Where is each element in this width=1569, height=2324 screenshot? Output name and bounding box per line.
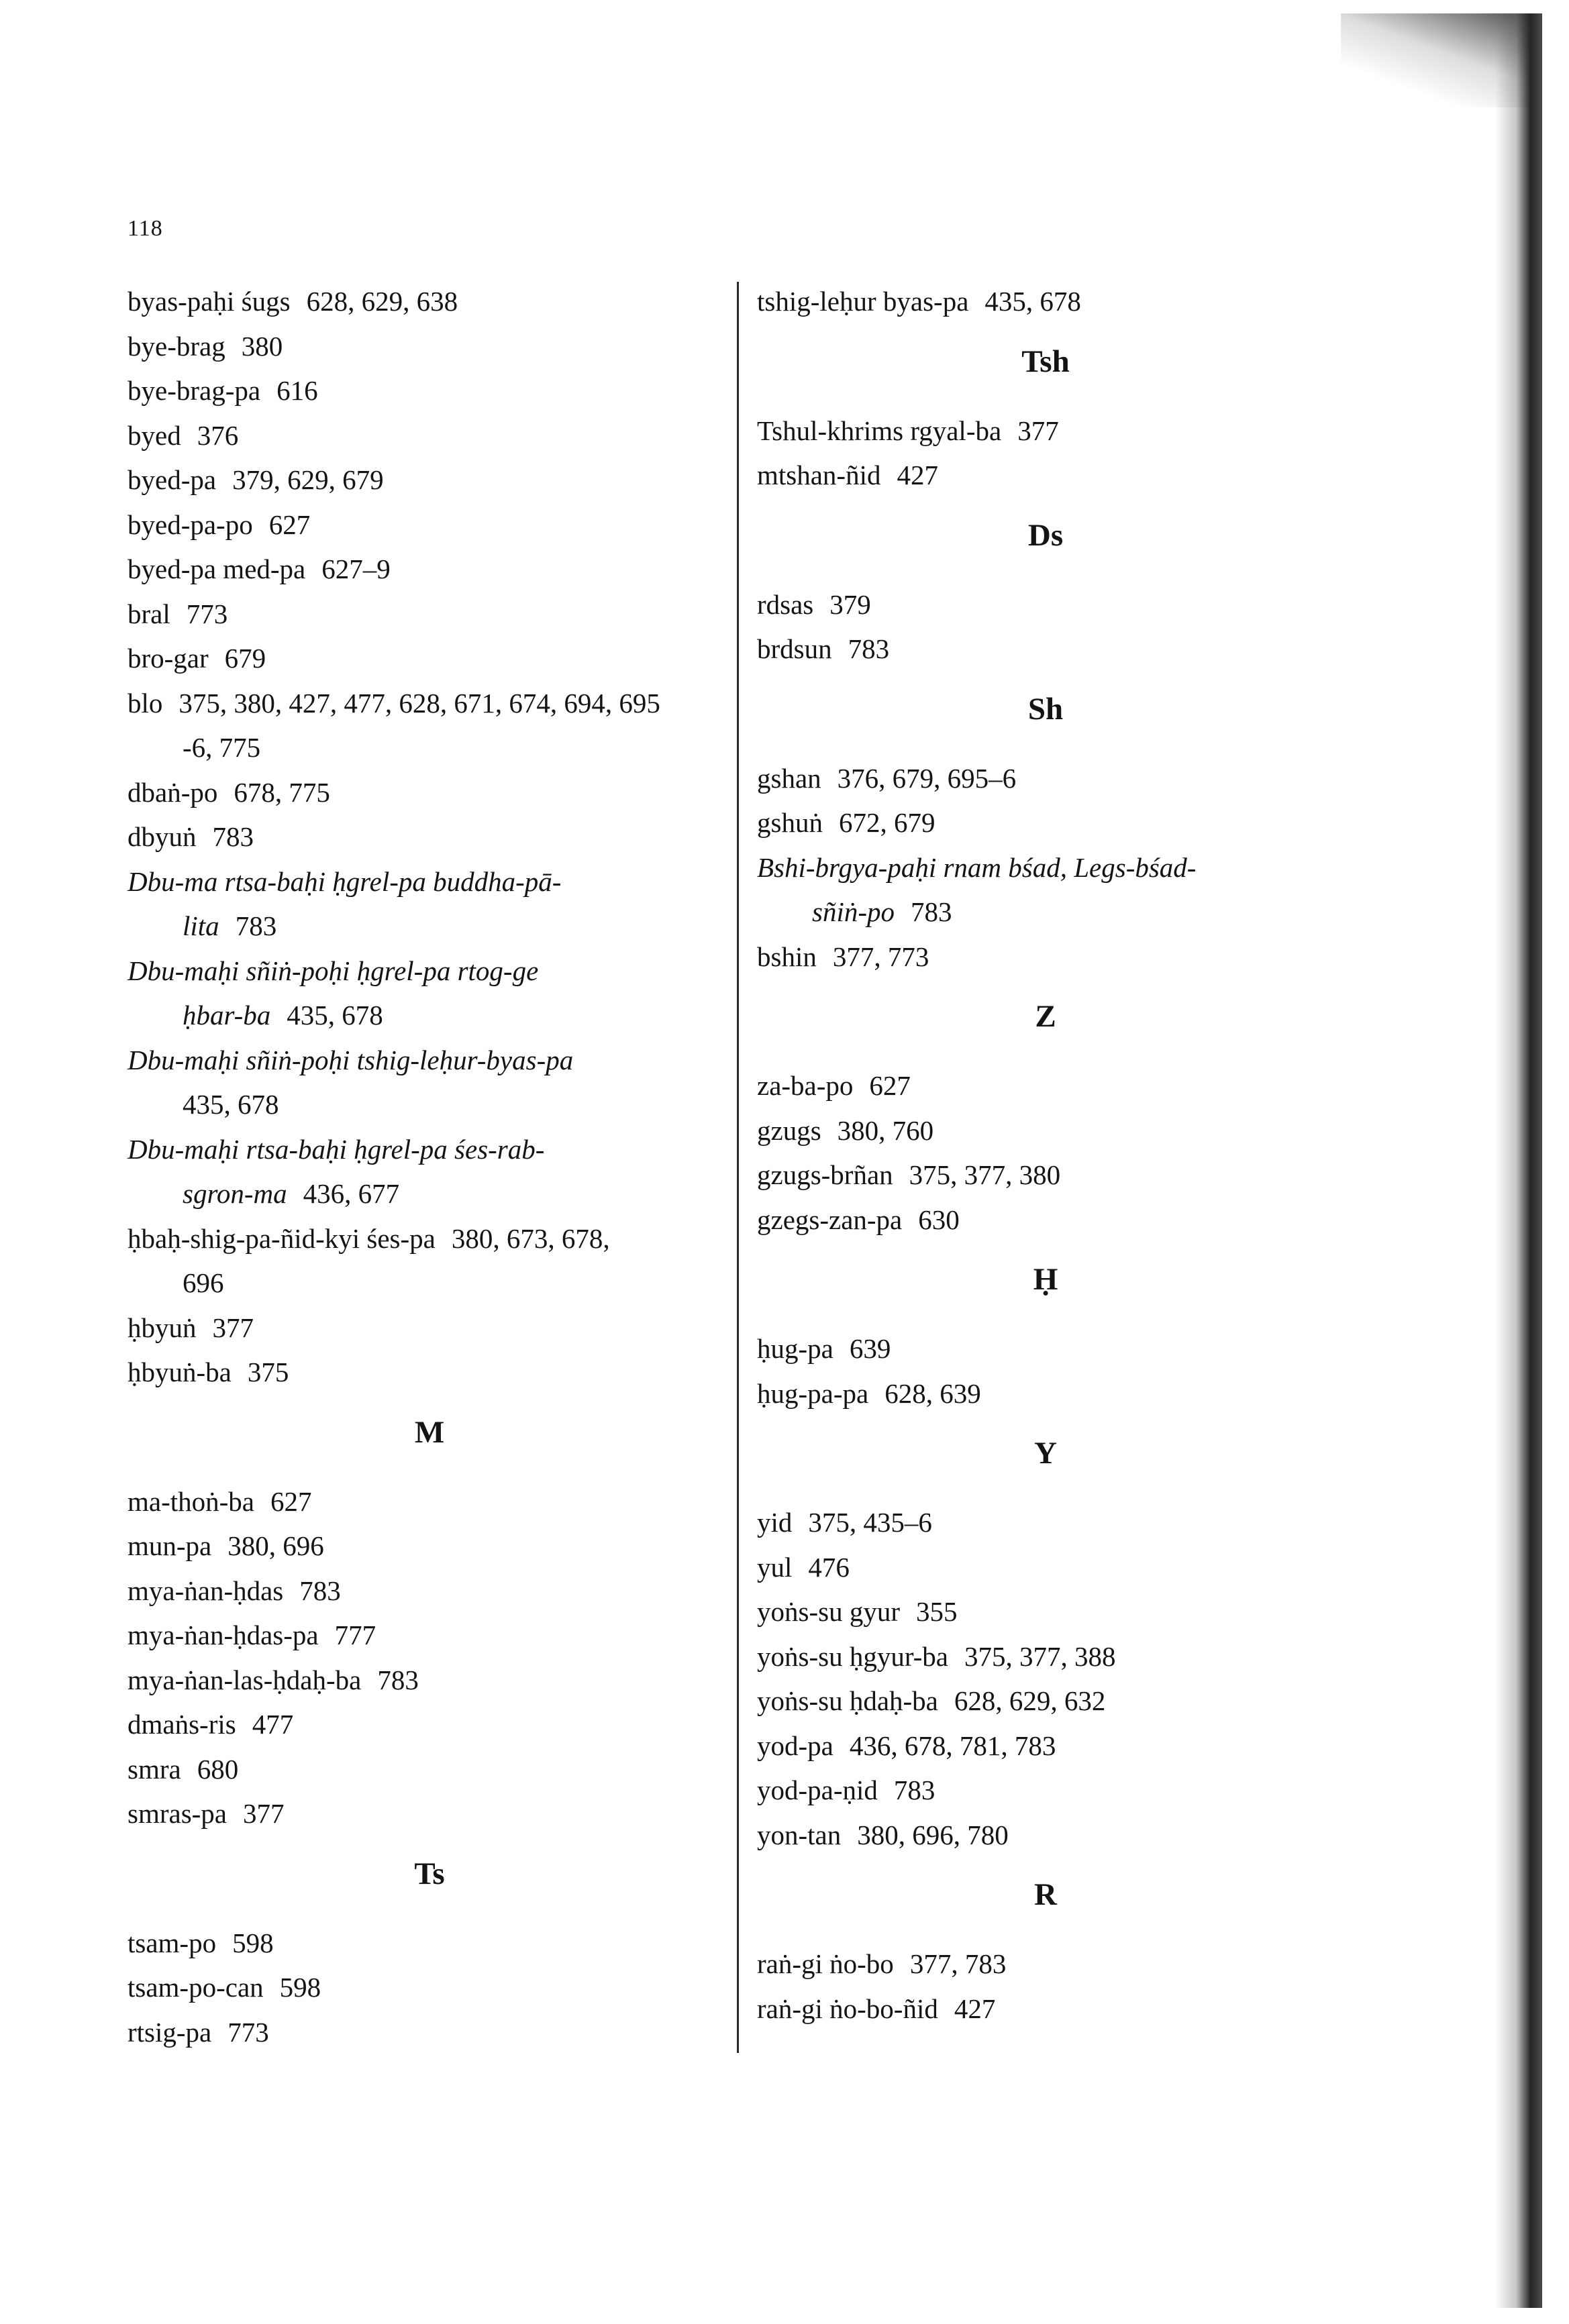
index-term: tsam-po-can — [128, 1972, 264, 2003]
index-entry — [757, 1114, 933, 1147]
index-page-refs: 380, 696 — [227, 1530, 324, 1561]
index-term: gshuṅ — [757, 807, 823, 838]
index-page-refs: 616 — [276, 375, 318, 406]
index-entry — [757, 1729, 1056, 1762]
index-term: byas-paḥi śugs — [128, 286, 291, 317]
index-term: brdsun — [757, 633, 832, 664]
index-term: gshan — [757, 762, 821, 794]
index-term: mtshan-ñid — [757, 460, 881, 490]
index-entry-continuation — [183, 909, 276, 943]
index-entry — [128, 1574, 341, 1607]
index-term: gzugs-brñan — [757, 1159, 893, 1190]
index-entry — [128, 1663, 419, 1697]
index-term: Dbu-maḥi sñiṅ-poḥi tshig-leḥur-byas-pa — [128, 1044, 574, 1075]
index-entry — [757, 1595, 957, 1628]
index-entry-continuation — [183, 731, 260, 764]
section-heading: Ḥ — [1033, 1262, 1058, 1297]
index-entry — [128, 1355, 289, 1389]
index-page-refs: 783 — [911, 896, 952, 927]
index-entry — [128, 1132, 544, 1166]
section-heading: Sh — [1027, 691, 1064, 727]
index-page-refs: 628, 629, 638 — [306, 286, 458, 317]
index-term: tshig-leḥur byas-pa — [757, 286, 969, 317]
index-page-refs: -6, 775 — [183, 732, 261, 763]
index-page-refs: 375 — [247, 1357, 289, 1387]
index-term: byed-pa med-pa — [128, 553, 306, 584]
index-page-refs: 379 — [829, 588, 871, 620]
index-term: mya-ṅan-las-ḥdaḥ-ba — [128, 1664, 362, 1695]
page-number: 118 — [128, 216, 163, 241]
index-entry — [128, 552, 391, 586]
index-entry — [757, 1684, 1105, 1718]
index-entry — [128, 329, 283, 363]
section-heading: Y — [1034, 1436, 1057, 1471]
index-page-refs: 435, 678 — [183, 1089, 279, 1120]
index-term: yul — [757, 1551, 793, 1583]
index-entry — [757, 1332, 891, 1365]
index-term: bye-brag — [128, 330, 225, 362]
index-entry — [757, 761, 1016, 795]
index-page-refs: 672, 679 — [838, 807, 935, 838]
index-entry — [757, 940, 929, 973]
index-page-refs: 627–9 — [321, 553, 391, 584]
index-term: byed-pa — [128, 464, 217, 495]
section-heading: M — [414, 1414, 445, 1450]
index-term: gzegs-zan-pa — [757, 1204, 903, 1235]
index-page-refs: 380 — [241, 330, 283, 362]
index-term: gzugs — [757, 1114, 821, 1146]
index-entry — [128, 1970, 321, 2004]
index-term: blo — [128, 687, 163, 719]
index-term: Dbu-ma rtsa-baḥi ḥgrel-pa buddha-pā- — [128, 865, 562, 897]
index-term: bro-gar — [128, 643, 209, 674]
index-entry — [128, 865, 561, 898]
index-term: yoṅs-su ḥgyur-ba — [757, 1640, 948, 1672]
index-term: ḥug-pa — [757, 1333, 833, 1364]
section-heading: Ts — [414, 1856, 445, 1891]
index-page-refs: 777 — [334, 1620, 376, 1650]
index-entry — [128, 374, 318, 407]
index-entry — [757, 458, 938, 492]
index-entry — [757, 1506, 932, 1539]
index-page-refs: 679 — [224, 643, 266, 674]
index-page-refs: 598 — [279, 1972, 321, 2003]
index-page-refs: 783 — [212, 821, 254, 852]
index-term: ḥug-pa-pa — [757, 1377, 869, 1409]
index-entry — [757, 632, 889, 666]
index-term: Dbu-maḥi rtsa-baḥi ḥgrel-pa śes-rab- — [128, 1133, 545, 1165]
index-entry — [128, 1529, 324, 1563]
index-page-refs: 783 — [377, 1664, 419, 1695]
index-page-refs: 773 — [227, 2016, 269, 2048]
index-term: yod-pa-ṇid — [757, 1775, 878, 1805]
index-entry — [128, 1618, 376, 1652]
index-entry — [128, 597, 227, 631]
index-term: sgron-ma — [183, 1178, 287, 1209]
index-term: ma-thoṅ-ba — [128, 1485, 254, 1517]
index-entry — [128, 641, 266, 675]
index-entry — [128, 419, 238, 452]
index-page-refs: 377, 783 — [909, 1948, 1007, 1979]
index-term: ḥbaḥ-shig-pa-ñid-kyi śes-pa — [128, 1222, 436, 1254]
index-page-refs: 375, 377, 388 — [964, 1640, 1116, 1672]
index-page-refs: 628, 629, 632 — [954, 1685, 1106, 1716]
index-term: smra — [128, 1753, 181, 1785]
index-entry — [128, 1043, 573, 1077]
index-entry — [757, 806, 935, 839]
index-term: za-ba-po — [757, 1070, 854, 1101]
index-page-refs: 377 — [243, 1798, 285, 1829]
index-entry — [128, 1752, 238, 1786]
index-page-refs: 783 — [235, 910, 277, 941]
index-term: bral — [128, 598, 170, 629]
index-entry-continuation — [183, 998, 383, 1032]
index-page-refs: 379, 629, 679 — [232, 464, 384, 495]
index-page-refs: 375, 377, 380 — [909, 1159, 1061, 1190]
index-page-refs: 630 — [918, 1204, 960, 1235]
index-term: Dbu-maḥi sñiṅ-poḥi ḥgrel-pa rtog-ge — [128, 955, 539, 986]
index-term: bshin — [757, 941, 817, 972]
index-page-refs: 375, 380, 427, 477, 628, 671, 674, 694, 695 — [179, 687, 660, 719]
index-page-refs: 435, 678 — [287, 1000, 383, 1031]
index-term: byed — [128, 419, 181, 451]
index-page-refs: 436, 677 — [303, 1178, 400, 1209]
index-term: yoṅs-su gyur — [757, 1596, 900, 1627]
scan-shadow-edge — [1495, 13, 1542, 2308]
index-page-refs: 375, 435–6 — [808, 1507, 932, 1538]
index-entry — [757, 1203, 960, 1236]
index-page-refs: 380, 673, 678, — [451, 1222, 610, 1254]
index-entry — [128, 284, 458, 318]
index-page-refs: 355 — [915, 1596, 958, 1627]
section-heading: Ds — [1027, 517, 1064, 553]
index-page-refs: 376 — [197, 419, 239, 451]
index-term: mya-ṅan-ḥdas-pa — [128, 1620, 319, 1650]
index-page-refs: 436, 678, 781, 783 — [849, 1730, 1056, 1761]
index-term: bye-brag-pa — [128, 375, 261, 406]
index-page-refs: 427 — [897, 460, 938, 490]
index-page-refs: 435, 678 — [984, 286, 1081, 317]
index-term: ḥbyuṅ — [128, 1312, 197, 1343]
index-entry-continuation — [183, 1177, 399, 1210]
index-entry — [128, 820, 254, 853]
column-divider — [737, 282, 739, 2053]
index-term: yod-pa — [757, 1730, 833, 1761]
index-term: byed-pa-po — [128, 509, 253, 540]
index-term: tsam-po — [128, 1927, 217, 1958]
index-page-refs: 377 — [212, 1312, 254, 1343]
index-page-refs: 377, 773 — [832, 941, 929, 972]
index-entry — [128, 463, 384, 496]
index-entry — [757, 414, 1059, 447]
index-page-refs: 476 — [808, 1551, 850, 1583]
section-heading: Z — [1035, 999, 1056, 1034]
index-term: rdsas — [757, 588, 814, 620]
index-entry — [128, 1311, 254, 1344]
index-term: raṅ-gi ṅo-bo-ñid — [757, 1993, 938, 2024]
index-page-refs: 783 — [848, 633, 890, 664]
index-term: raṅ-gi ṅo-bo — [757, 1948, 894, 1979]
index-term: smras-pa — [128, 1798, 227, 1829]
index-term: yon-tan — [757, 1819, 842, 1850]
index-entry — [128, 1485, 311, 1518]
index-page-refs: 427 — [954, 1993, 996, 2024]
index-term: mun-pa — [128, 1530, 212, 1561]
index-entry — [128, 1926, 274, 1960]
index-entry — [128, 776, 330, 809]
index-page-refs: 377 — [1017, 415, 1059, 446]
index-entry — [128, 954, 538, 988]
index-entry — [757, 284, 1081, 318]
index-entry — [757, 1377, 981, 1410]
index-entry-continuation — [183, 1266, 224, 1300]
index-term: yoṅs-su ḥdaḥ-ba — [757, 1685, 938, 1716]
index-page-refs: 380, 696, 780 — [857, 1819, 1009, 1850]
index-term: rtsig-pa — [128, 2016, 212, 2048]
index-page-refs: 628, 639 — [884, 1377, 981, 1409]
index-entry — [757, 1773, 935, 1807]
index-term: ḥbar-ba — [183, 1000, 271, 1031]
index-entry — [128, 2015, 269, 2049]
index-term: Bshi-brgya-paḥi rnam bśad, Legs-bśad- — [757, 851, 1197, 883]
index-term: ḥbyuṅ-ba — [128, 1357, 232, 1387]
index-term: dbaṅ-po — [128, 776, 218, 808]
index-page-refs: 627 — [270, 1485, 312, 1517]
index-page-refs: 773 — [186, 598, 228, 629]
index-term: mya-ṅan-ḥdas — [128, 1575, 284, 1606]
index-page-refs: 627 — [268, 509, 311, 540]
index-page-refs: 680 — [197, 1753, 239, 1785]
index-page-refs: 783 — [893, 1775, 935, 1805]
index-entry-continuation — [812, 895, 952, 929]
index-entry — [757, 1818, 1009, 1852]
index-entry-continuation — [183, 1088, 279, 1121]
index-entry — [128, 1707, 293, 1741]
index-page-refs: 598 — [232, 1927, 274, 1958]
index-page-refs: 639 — [849, 1333, 891, 1364]
index-page-refs: 380, 760 — [837, 1114, 934, 1146]
index-entry — [128, 1222, 610, 1255]
index-term: dmaṅs-ris — [128, 1709, 236, 1740]
index-page-refs: 678, 775 — [234, 776, 330, 808]
index-entry — [757, 851, 1196, 884]
index-term: lita — [183, 910, 219, 941]
index-entry — [128, 508, 310, 541]
index-term: Tshul-khrims rgyal-ba — [757, 415, 1002, 446]
index-entry — [757, 1550, 850, 1584]
index-entry — [128, 1797, 285, 1830]
index-entry — [757, 1069, 911, 1102]
index-page-refs: 477 — [252, 1709, 294, 1740]
section-heading: R — [1034, 1877, 1057, 1912]
index-entry — [757, 1158, 1060, 1192]
index-page-refs: 783 — [299, 1575, 341, 1606]
index-entry — [128, 686, 660, 720]
index-term: dbyuṅ — [128, 821, 197, 852]
index-page-refs: 627 — [869, 1070, 911, 1101]
index-page-refs: 696 — [183, 1267, 224, 1298]
index-entry — [757, 588, 871, 621]
section-heading: Tsh — [1021, 344, 1070, 379]
index-entry — [757, 1640, 1116, 1673]
index-entry — [757, 1947, 1006, 1980]
index-page-refs: 376, 679, 695–6 — [837, 762, 1017, 794]
index-term: yid — [757, 1507, 793, 1538]
index-term: sñiṅ-po — [812, 896, 895, 927]
index-entry — [757, 1992, 995, 2025]
